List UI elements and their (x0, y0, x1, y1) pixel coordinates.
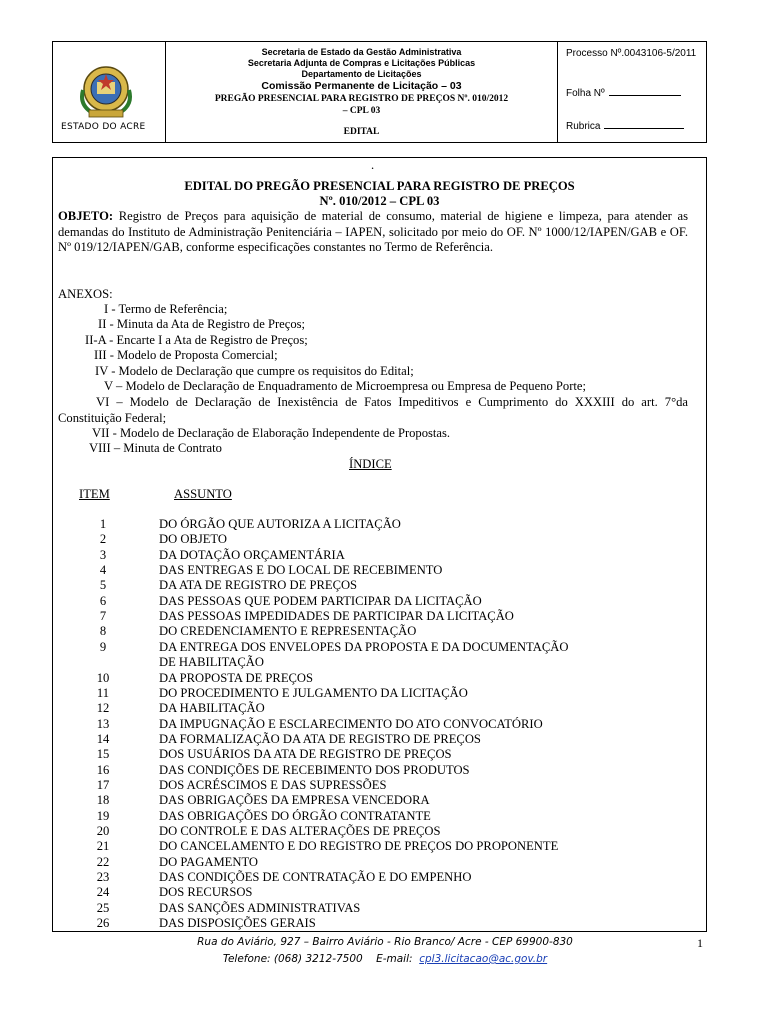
index-row (53, 809, 706, 825)
index-row (53, 855, 706, 871)
index-row (53, 655, 706, 671)
index-item-subject: DAS ENTREGAS E DO LOCAL DE RECEBIMENTO (159, 563, 443, 578)
rubrica-field (566, 119, 684, 132)
index-row (53, 763, 706, 779)
folha-blank (609, 86, 681, 96)
index-item-number: 18 (96, 793, 110, 808)
index-row (53, 532, 706, 548)
index-item-number: 4 (99, 563, 107, 578)
commission-name: Comissão Permanente de Licitação – 03 (261, 80, 462, 92)
index-item-subject: DA PROPOSTA DE PREÇOS (159, 670, 314, 685)
index-item-subject: DAS DISPOSIÇÕES GERAIS (159, 916, 316, 931)
header-line-1: Secretaria de Estado da Gestão Administrativa (261, 47, 462, 57)
footer-address: Rua do Aviário, 927 – Bairro Aviário - Rio Branco/ Acre - CEP 69900-830 (197, 936, 573, 948)
anexo-item: VI – Modelo de Declaração de Inexistência de Fatos Impeditivos e Cumprimento do XXXIII do art. 7°da Constituição Federal; (58, 395, 688, 425)
header-line-2: Secretaria Adjunta de Compras e Licitações Públicas (247, 58, 476, 68)
index-item-number: 1 (99, 517, 107, 531)
state-name: ESTADO DO ACRE (61, 122, 146, 132)
index-row (53, 594, 706, 610)
footer-phone: Telefone: (068) 3212-7500 (222, 953, 363, 965)
anexos-label: ANEXOS: (58, 287, 113, 301)
index-item-subject: DAS OBRIGAÇÕES DO ÓRGÃO CONTRATANTE (159, 808, 431, 823)
anexo-item: II - Minuta da Ata de Registro de Preços; (98, 317, 306, 331)
index-row (53, 793, 706, 809)
index-item-number: 5 (99, 578, 107, 593)
anexo-item: V – Modelo de Declaração de Enquadramento de Microempresa ou Empresa de Pequeno Porte; (104, 379, 587, 393)
index-item-subject: DO CONTROLE E DAS ALTERAÇÕES DE PREÇOS (159, 824, 441, 838)
folha-label: Folha Nº (566, 88, 605, 99)
document-title-line-2: Nº. 010/2012 – CPL 03 (319, 194, 440, 208)
index-item-number: 12 (96, 701, 110, 716)
anexo-item: II-A - Encarte I a Ata de Registro de Preços; (85, 333, 308, 347)
header-title-cell (166, 42, 558, 142)
index-item-number: 13 (96, 716, 110, 731)
page-number: 1 (697, 936, 703, 950)
index-item-number: 22 (96, 854, 110, 869)
index-row (53, 640, 706, 656)
index-item-number: 19 (96, 808, 110, 823)
index-item-subject: DO PAGAMENTO (159, 854, 259, 869)
index-item-subject: DOS RECURSOS (159, 885, 253, 900)
document-header (52, 41, 707, 143)
index-row (53, 824, 706, 840)
state-coat-of-arms-icon (77, 60, 135, 122)
index-item-number: 25 (96, 900, 110, 915)
header-process-cell (558, 42, 706, 142)
dot-mark: . (371, 158, 375, 172)
anexo-item: III - Modelo de Proposta Comercial; (94, 348, 278, 362)
index-item-number: 20 (96, 824, 110, 838)
index-item-number: 24 (96, 885, 110, 900)
index-item-number: 11 (96, 685, 110, 700)
index-row (53, 671, 706, 687)
index-item-subject: DO CREDENCIAMENTO E REPRESENTAÇÃO (159, 624, 417, 639)
index-item-subject: DA DOTAÇÃO ORÇAMENTÁRIA (159, 547, 345, 562)
index-item-subject: DO CANCELAMENTO E DO REGISTRO DE PREÇOS DO PROPONENTE (159, 839, 559, 854)
index-item-subject: DAS SANÇÕES ADMINISTRATIVAS (159, 900, 361, 915)
index-item-subject: DAS CONDIÇÕES DE CONTRATAÇÃO E DO EMPENHO (159, 870, 472, 885)
index-row (53, 548, 706, 564)
index-item-number: 2 (99, 532, 107, 547)
index-item-number: 15 (96, 747, 110, 762)
objeto-text: Registro de Preços para aquisição de material de consumo, material de higiene e limpeza, para atender as demandas do Instituto de Administração Penitenciária – IAPEN, solicitado por meio do OF. Nº 1000/12/IAPEN/GAB e OF. Nº 019/12/IAPEN/GAB, conforme especificações constantes no Termo de Referência. (58, 209, 688, 254)
index-item-subject: DAS PESSOAS IMPEDIDADES DE PARTICIPAR DA LICITAÇÃO (159, 609, 514, 624)
anexo-item: I - Termo de Referência; (104, 302, 228, 316)
index-row (53, 747, 706, 763)
pregao-line-1: PREGÃO PRESENCIAL PARA REGISTRO DE PREÇOS Nº. 010/2012 (214, 94, 509, 104)
folha-field (566, 86, 681, 99)
index-item-subject: DOS ACRÉSCIMOS E DAS SUPRESSÕES (159, 777, 387, 792)
index-row (53, 563, 706, 579)
assunto-column-header: ASSUNTO (174, 487, 232, 501)
footer-email-label: E-mail: (376, 953, 413, 965)
index-row (53, 701, 706, 717)
index-row (53, 916, 706, 932)
index-row (53, 901, 706, 917)
index-row (53, 717, 706, 733)
rubrica-label: Rubrica (566, 121, 601, 132)
index-item-number: 7 (99, 609, 107, 624)
index-item-subject: DA ATA DE REGISTRO DE PREÇOS (159, 578, 358, 593)
index-row (53, 885, 706, 901)
index-item-number: 21 (96, 839, 110, 854)
index-item-number: 14 (96, 731, 110, 746)
header-edital: EDITAL (343, 127, 380, 137)
index-item-subject: DAS OBRIGAÇÕES DA EMPRESA VENCEDORA (159, 793, 430, 808)
pregao-line-2: – CPL 03 (342, 106, 381, 116)
index-item-number: 23 (96, 870, 110, 885)
footer-email-link[interactable]: cpl3.licitacao@ac.gov.br (419, 953, 548, 965)
document-title-line-1: EDITAL DO PREGÃO PRESENCIAL PARA REGISTRO DE PREÇOS (184, 179, 575, 193)
index-item-number: 17 (96, 777, 110, 792)
document-body (52, 157, 707, 932)
index-item-number: 16 (96, 762, 110, 777)
index-item-number: 6 (99, 593, 107, 608)
item-column-header: ITEM (79, 487, 110, 501)
index-item-number: 3 (99, 547, 107, 562)
index-item-subject: DA HABILITAÇÃO (159, 701, 265, 716)
index-row (53, 778, 706, 794)
index-item-subject: DOS USUÁRIOS DA ATA DE REGISTRO DE PREÇOS (159, 747, 452, 762)
index-row (53, 624, 706, 640)
index-row (53, 870, 706, 886)
index-item-number: 10 (96, 670, 110, 685)
index-row (53, 686, 706, 702)
footer-contact (0, 953, 770, 965)
rubrica-blank (604, 119, 684, 129)
index-item-subject: DE HABILITAÇÃO (159, 655, 264, 670)
indice-title: ÍNDICE (349, 457, 392, 471)
index-row (53, 732, 706, 748)
index-item-subject: DA IMPUGNAÇÃO E ESCLARECIMENTO DO ATO CONVOCATÓRIO (159, 716, 543, 731)
index-item-subject: DO PROCEDIMENTO E JULGAMENTO DA LICITAÇÃO (159, 685, 468, 700)
process-number: Processo Nº.0043106-5/2011 (566, 48, 697, 59)
index-item-number: 8 (99, 624, 107, 639)
anexo-item: IV - Modelo de Declaração que cumpre os requisitos do Edital; (95, 364, 414, 378)
anexo-item: VII - Modelo de Declaração de Elaboração Independente de Propostas. (92, 426, 451, 440)
index-row (53, 839, 706, 855)
index-row (53, 578, 706, 594)
objeto-paragraph (58, 209, 688, 256)
index-item-subject: DAS CONDIÇÕES DE RECEBIMENTO DOS PRODUTOS (159, 762, 470, 777)
index-item-subject: DAS PESSOAS QUE PODEM PARTICIPAR DA LICITAÇÃO (159, 593, 482, 608)
header-logo-cell (53, 42, 166, 142)
index-item-subject: DA ENTREGA DOS ENVELOPES DA PROPOSTA E DA DOCUMENTAÇÃO (159, 639, 569, 654)
index-row (53, 609, 706, 625)
index-item-subject: DA FORMALIZAÇÃO DA ATA DE REGISTRO DE PREÇOS (159, 731, 481, 746)
header-line-3: Departamento de Licitações (301, 69, 422, 79)
anexo-item: VIII – Minuta de Contrato (89, 441, 222, 455)
index-item-subject: DO OBJETO (159, 532, 227, 547)
objeto-label: OBJETO: (58, 209, 114, 223)
index-item-number: 9 (99, 639, 107, 654)
index-row (53, 517, 706, 533)
index-item-subject: DO ÓRGÃO QUE AUTORIZA A LICITAÇÃO (159, 517, 401, 531)
index-item-number: 26 (96, 916, 110, 931)
